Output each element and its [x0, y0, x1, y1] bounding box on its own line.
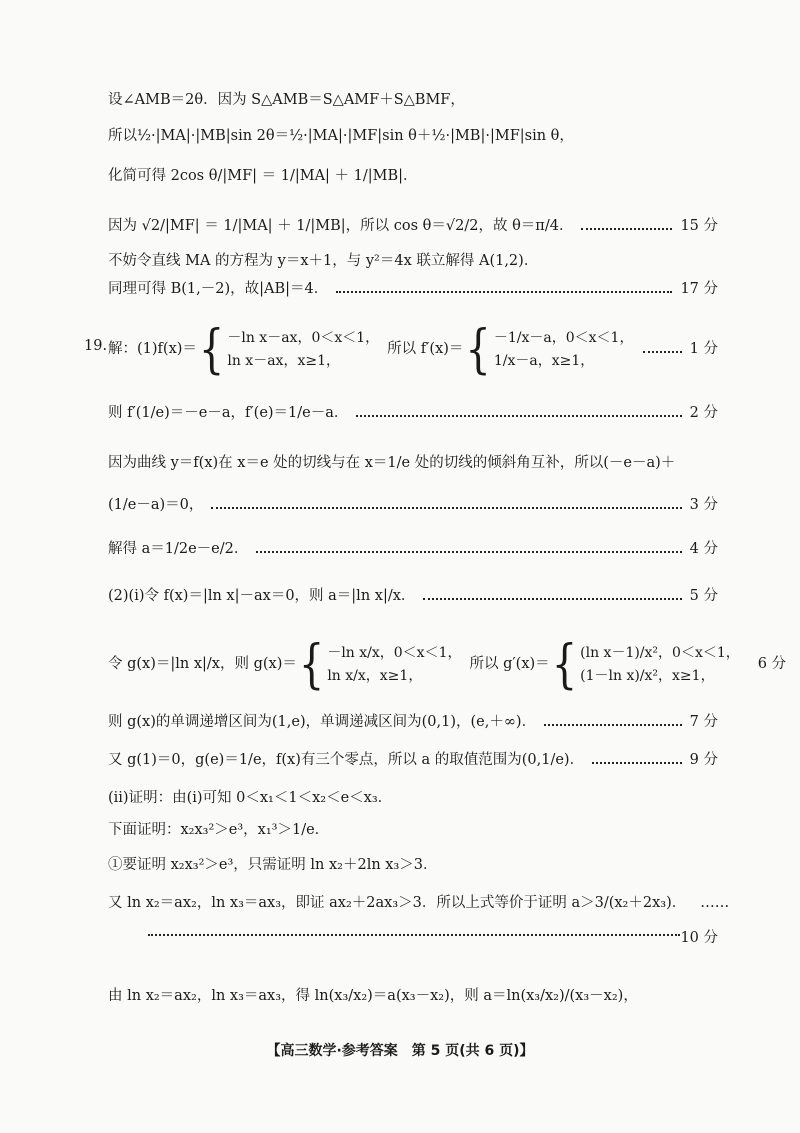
score-label: 1 分	[689, 341, 718, 358]
line-text: 由 ln x₂＝ax₂，ln x₃＝ax₃，得 ln(x₃/x₂)＝a(x₃－x₂)，则 a＝ln(x₃/x₂)/(x₃－x₂)，	[108, 988, 638, 1004]
case-row: (1－ln x)/x²，x≥1，	[580, 668, 715, 684]
line-16	[108, 857, 718, 874]
line-text: (2)(ⅰ)令 f(x)＝|ln x|－ax＝0，则 a＝|ln x|/x．	[108, 588, 416, 604]
line-text: (ⅱ)证明：由(ⅰ)可知 0＜x₁＜1＜x₂＜e＜x₃．	[108, 790, 393, 806]
case-row: －ln x/x，0＜x＜1，	[327, 645, 462, 662]
leader-dots	[581, 228, 672, 230]
line-3	[108, 168, 718, 185]
line-1	[108, 92, 718, 109]
score-label: 5 分	[689, 588, 718, 604]
score-label: 6 分	[757, 656, 787, 673]
line-g	[108, 630, 787, 700]
leader-dots	[423, 598, 681, 600]
line-text: 则 f′(1/e)＝－e－a，f′(e)＝1/e－a．	[108, 405, 349, 421]
score-label: 9 分	[689, 752, 718, 768]
piecewise-g: { －ln x/x，0＜x＜1， ln x/x，x≥1，	[298, 635, 462, 695]
line-2	[108, 128, 718, 145]
line-6	[108, 281, 718, 298]
line-13	[108, 752, 718, 769]
line-14	[108, 790, 718, 807]
line-text: 所以 f′(x)＝	[387, 341, 464, 358]
page-footer: 【高三数学·参考答案 第 5 页(共 6 页)】	[266, 1043, 534, 1059]
line-text: 因为 √2/|MF| ＝ 1/|MA| ＋ 1/|MB|，所以 cos θ＝√2/2，故 θ＝π/4．	[108, 218, 574, 234]
score-label: 10 分	[680, 930, 718, 946]
line-text: 下面证明：x₂x₃²＞e³，x₁³＞1/e．	[108, 822, 330, 838]
line-11	[108, 588, 718, 605]
continuation-dots	[148, 934, 680, 936]
case-row: ln x－ax，x≥1，	[227, 353, 340, 369]
problem-number: 19.	[84, 338, 108, 354]
line-text: 又 ln x₂＝ax₂，ln x₃＝ax₃，即证 ax₂＋2ax₃＞3．所以上式等价于证明 a＞3/(x₂＋2x₃)．	[108, 895, 687, 911]
score-label: 3 分	[689, 497, 718, 513]
leader-dots	[336, 291, 672, 293]
case-row: 1/x－a，x≥1，	[493, 353, 595, 369]
line-text: 所以½·|MA|·|MB|sin 2θ＝½·|MA|·|MF|sin θ＋½·|MB|·|MF|sin θ，	[108, 128, 574, 144]
leader-dots	[356, 415, 681, 417]
line-18	[108, 988, 718, 1005]
line-text: 设∠AMB＝2θ．因为 S△AMB＝S△AMF＋S△BMF，	[108, 92, 465, 108]
line-19-1	[108, 320, 718, 380]
piecewise-g-prime: { (ln x－1)/x²，0＜x＜1， (1－ln x)/x²，x≥1，	[551, 635, 740, 695]
line-10	[108, 541, 718, 558]
piecewise-f-prime: { －1/x－a，0＜x＜1， 1/x－a，x≥1，	[465, 320, 634, 380]
case-row: (ln x－1)/x²，0＜x＜1，	[580, 645, 740, 662]
line-text: 同理可得 B(1,－2)，故|AB|＝4．	[108, 281, 329, 297]
piecewise-f: { －ln x－ax，0＜x＜1， ln x－ax，x≥1，	[198, 320, 380, 380]
score-label: 15 分	[680, 218, 718, 234]
line-17	[108, 895, 730, 912]
line-text: 不妨令直线 MA 的方程为 y＝x＋1，与 y²＝4x 联立解得 A(1,2)．	[108, 253, 539, 269]
line-text: ①要证明 x₂x₃²＞e³，只需证明 ln x₂＋2ln x₃＞3．	[108, 857, 438, 873]
line-text: (1/e－a)＝0，	[108, 497, 204, 513]
score-label: 17 分	[680, 281, 718, 297]
score-label: 2 分	[689, 405, 718, 421]
leader-dots	[256, 551, 681, 553]
line-text: 解：(1)f(x)＝	[108, 341, 197, 358]
line-text: 则 g(x)的单调递增区间为(1,e)，单调递减区间为(0,1)，(e,＋∞)．	[108, 714, 537, 730]
leader-dots	[643, 351, 681, 353]
line-7	[108, 405, 718, 422]
case-row: ln x/x，x≥1，	[327, 668, 423, 684]
case-row: －ln x－ax，0＜x＜1，	[227, 330, 380, 347]
line-text: 化简可得 2cos θ/|MF| ＝ 1/|MA| ＋ 1/|MB|．	[108, 168, 418, 184]
score-label: 4 分	[689, 541, 718, 557]
line-4	[108, 218, 718, 235]
case-row: －1/x－a，0＜x＜1，	[493, 330, 634, 347]
leader-dots	[211, 507, 681, 509]
trailing-dots: ……	[700, 895, 730, 911]
line-text: 所以 g′(x)＝	[469, 656, 550, 673]
line-8	[108, 455, 718, 472]
line-text: 令 g(x)＝|ln x|/x，则 g(x)＝	[108, 656, 297, 673]
line-15	[108, 822, 718, 839]
line-12	[108, 714, 718, 731]
line-5	[108, 253, 718, 270]
line-text: 解得 a＝1/2e－e/2．	[108, 541, 249, 557]
leader-dots	[544, 724, 682, 726]
score-label: 7 分	[689, 714, 718, 730]
line-text: 因为曲线 y＝f(x)在 x＝e 处的切线与在 x＝1/e 处的切线的倾斜角互补，所以(－e－a)＋	[108, 455, 676, 471]
line-text: 又 g(1)＝0，g(e)＝1/e，f(x)有三个零点，所以 a 的取值范围为(0,1/e)．	[108, 752, 585, 768]
leader-dots	[592, 762, 682, 764]
line-9	[108, 497, 718, 514]
